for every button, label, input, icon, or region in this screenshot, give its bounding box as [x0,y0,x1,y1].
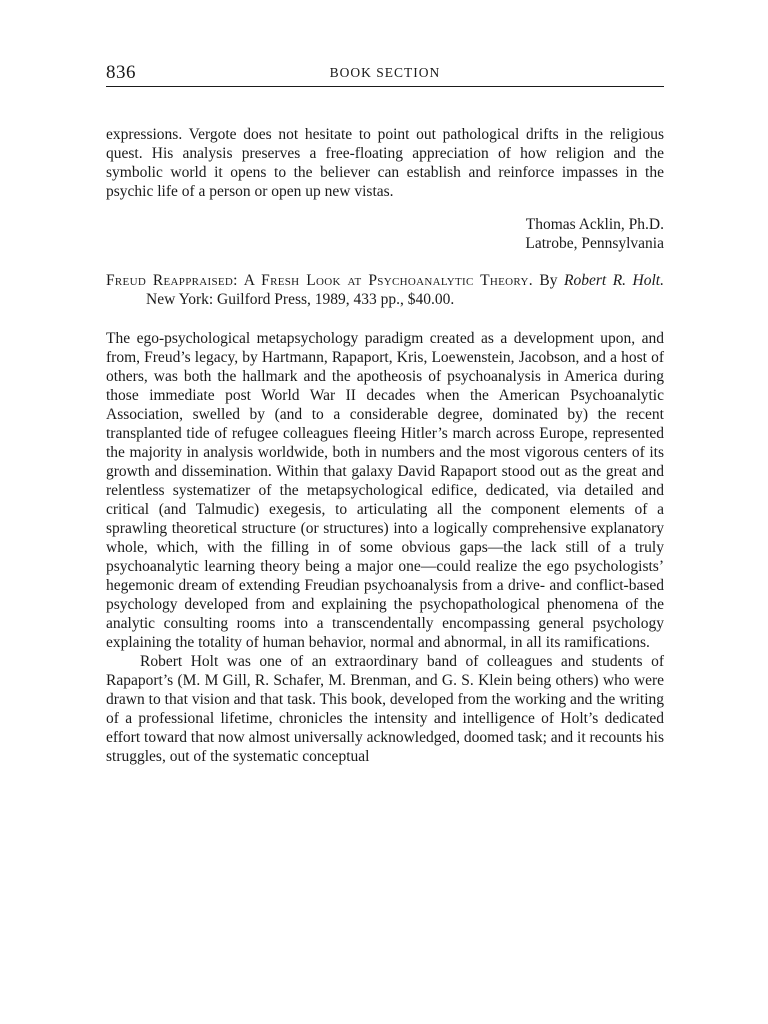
reviewer-signature [106,215,664,253]
book-publication: New York: Guilford Press, 1989, 433 pp., $40.00. [146,291,455,308]
book-author: Robert R. Holt. [564,272,664,289]
review-paragraph-2: Robert Holt was one of an extraordinary band of colleagues and students of Rapaport’s (M. M Gill, R. Schafer, M. Brenman, and G. S. Klein being others) who were drawn to that vision and that task. This book, developed from the working and the writing of a professional lifetime, chronicles the intensity and intelligence of Holt’s dedicated effort toward that now almost universally acknowledged, doomed task; and it recounts his struggles, out of the systematic conceptual [106,653,665,765]
reviewer-name: Thomas Acklin, Ph.D. [525,216,664,233]
page-number: 836 [106,62,136,83]
previous-review-closing-paragraph: expressions. Vergote does not hesitate to point out pathological drifts in the religious quest. His analysis preserves a free-floating appreciation of how religion and the symbolic world it opens to the believer can establish and reinforce impasses in the psychic life of a person or open up new vistas. [106,126,664,200]
book-citation [106,271,664,309]
review-paragraph-1: The ego-psychological metapsychology paradigm created as a development upon, and from, Freud’s legacy, by Hartmann, Rapaport, Kris, Loewenstein, Jacobson, and a host of others, was both the hallmark and the apotheosis of psychoanalysis in America during those immediate post World War II decades when the American Psychoanalytic Association, swelled by (and to a considerable degree, dominated by) the recent transplanted tide of refugee colleagues fleeing Hitler’s march across Europe, represented the majority in analysis worldwide, both in numbers and the most vigorous centers of its growth and dissemination. Within that galaxy David Rapaport stood out as the great and relentless systematizer of the metapsychological edifice, dedicated, via detailed and critical (and Talmudic) exegesis, to articulating all the component elements of a sprawling theoretical structure (or structures) into a logically comprehensive explanatory whole, which, with the filling in of some obvious gaps—the lack still of a truly psychoanalytic learning theory being a major one—could realize the ego psychologists’ hegemonic dream of extending Freudian psychoanalysis from a drive- and conflict-based psychology developed from and explaining the psychopathological phenomena of the analytic consulting rooms into a transcendentally encompassing general psychology explaining the totality of human behavior, normal and abnormal, in all its ramifications. [106,330,664,651]
book-by: By [539,272,558,289]
reviewer-location: Latrobe, Pennsylvania [525,235,664,252]
running-head [106,62,664,87]
page [106,62,664,766]
book-title: Freud Reappraised: A Fresh Look at Psychoanalytic Theory. [106,272,533,289]
section-title: BOOK SECTION [329,65,441,80]
